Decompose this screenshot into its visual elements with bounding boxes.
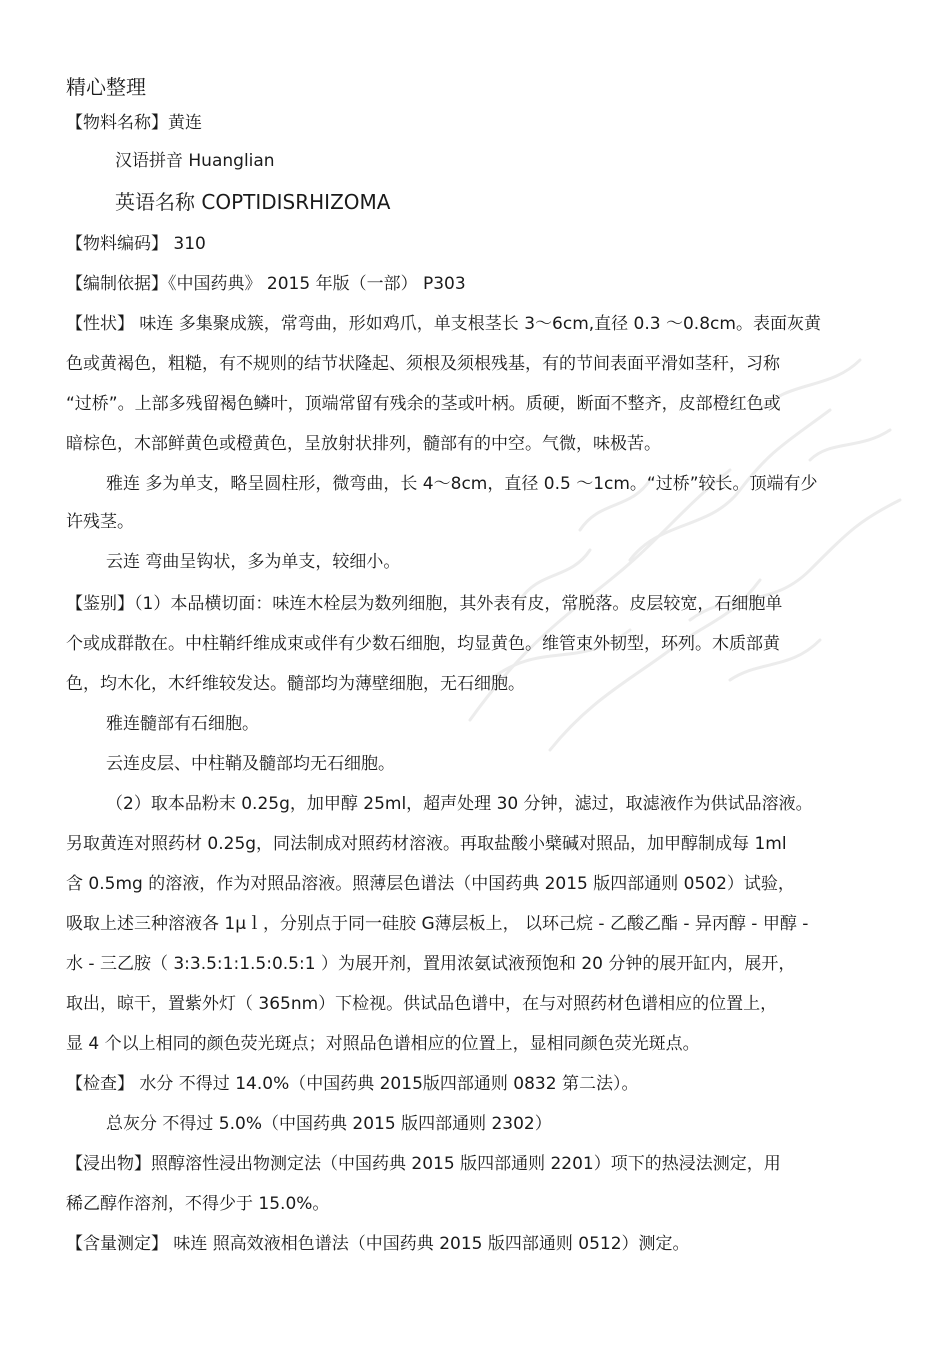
inspection-water-line: 【检查】 水分 不得过 14.0%（中国药典 2015版四部通则 0832 第二法）。 xyxy=(66,1074,639,1094)
identification-tlc-line-4: 吸取上述三种溶液各 1μｌ，分别点于同一硅胶 G薄层板上， 以环己烷 - 乙酸乙酯 - 异丙醇 - 甲醇 - xyxy=(66,914,809,934)
identification-line-4: 雅连髓部有石细胞。 xyxy=(106,714,259,734)
identification-line-2: 个或成群散在。中柱鞘纤维成束或伴有少数石细胞，均显黄色。维管束外韧型，环列。木质部黄 xyxy=(66,634,780,654)
identification-tlc-line-6: 取出，晾干，置紫外灯（ 365nm）下检视。供试品色谱中，在与对照药材色谱相应的位置上， xyxy=(66,994,778,1014)
description-line-3: “过桥”。上部多残留褐色鳞叶，顶端常留有残余的茎或叶柄。质硬，断面不整齐，皮部橙红色或 xyxy=(66,394,781,414)
inspection-ash-line: 总灰分 不得过 5.0%（中国药典 2015 版四部通则 2302） xyxy=(106,1114,552,1134)
identification-line-3: 色，均木化，木纤维较发达。髓部均为薄壁细胞，无石细胞。 xyxy=(66,674,525,694)
identification-line-1: 【鉴别】（1）本品横切面：味连木栓层为数列细胞，其外表有皮，常脱落。皮层较宽，石细胞单 xyxy=(66,594,783,614)
identification-tlc-line-7: 显 4 个以上相同的颜色荧光斑点；对照品色谱相应的位置上，显相同颜色荧光斑点。 xyxy=(66,1034,700,1054)
extract-line-2: 稀乙醇作溶剂，不得少于 15.0%。 xyxy=(66,1194,330,1214)
calligraphy-watermark-icon xyxy=(430,320,930,780)
identification-tlc-line-1: （2）取本品粉末 0.25g，加甲醇 25ml，超声处理 30 分钟，滤过，取滤液作为供试品溶液。 xyxy=(106,794,813,814)
description-line-2: 色或黄褐色，粗糙，有不规则的结节状隆起、须根及须根残基，有的节间表面平滑如茎秆，习称 xyxy=(66,354,780,374)
identification-tlc-line-5: 水 - 三乙胺（ 3:3.5:1:1.5:0.5:1 ）为展开剂，置用浓氨试液预饱和 20 分钟的展开缸内，展开， xyxy=(66,954,796,974)
identification-tlc-line-3: 含 0.5mg 的溶液，作为对照品溶液。照薄层色谱法（中国药典 2015 版四部通则 0502）试验， xyxy=(66,874,795,894)
description-line-4: 暗棕色，木部鲜黄色或橙黄色，呈放射状排列，髓部有的中空。气微，味极苦。 xyxy=(66,434,661,454)
assay-line: 【含量测定】 味连 照高效液相色谱法（中国药典 2015 版四部通则 0512）测定。 xyxy=(66,1234,690,1254)
identification-line-5: 云连皮层、中柱鞘及髓部均无石细胞。 xyxy=(106,754,395,774)
extract-line-1: 【浸出物】照醇溶性浸出物测定法（中国药典 2015 版四部通则 2201）项下的热浸法测定，用 xyxy=(66,1154,781,1174)
description-line-1: 【性状】 味连 多集聚成簇，常弯曲，形如鸡爪，单支根茎长 3～6cm,直径 0.3 ～0.8cm。表面灰黄 xyxy=(66,314,821,334)
pinyin-line: 汉语拼音 Huanglian xyxy=(115,151,275,171)
english-name-line: 英语名称 COPTIDISRHIZOMA xyxy=(115,190,391,214)
material-code-line: 【物料编码】 310 xyxy=(66,234,206,254)
page-header: 精心整理 xyxy=(66,75,146,99)
identification-tlc-line-2: 另取黄连对照药材 0.25g，同法制成对照药材溶液。再取盐酸小檗碱对照品，加甲醇制成每 1ml xyxy=(66,834,787,854)
basis-line: 【编制依据】《中国药典》 2015 年版（一部） P303 xyxy=(66,274,466,294)
material-name-line: 【物料名称】黄连 xyxy=(66,113,202,133)
yalian-description-line-1: 雅连 多为单支，略呈圆柱形，微弯曲，长 4～8cm，直径 0.5 ～1cm。“过桥”较长。顶端有少 xyxy=(106,474,818,494)
yalian-description-line-2: 许残茎。 xyxy=(66,512,134,532)
yunlian-description-line: 云连 弯曲呈钩状，多为单支，较细小。 xyxy=(106,552,401,572)
